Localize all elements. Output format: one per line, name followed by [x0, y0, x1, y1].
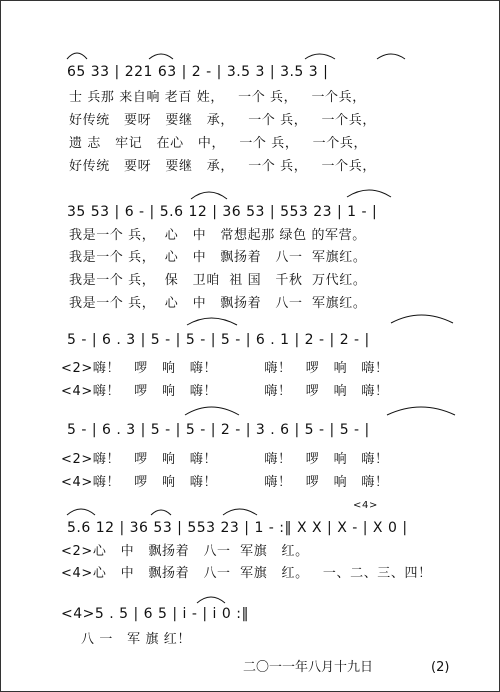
system-1-lyric-2: 好传统 要呀 要继 承， 一个 兵， 一个兵，	[69, 113, 376, 128]
system-6-notation: <4>5 . 5 | 6 5 | i - | i 0 :‖	[61, 606, 249, 622]
system-5-lyric-2: <4>心 中 飘扬着 八一 军旗 红。 一、二、三、四！	[61, 566, 432, 581]
system-4-lyric-1: <2>嗨！ 啰 响 嗨！ 嗨！ 啰 响 嗨！	[61, 452, 389, 467]
system-5-notation: 5.6 12 | 36 53 | 553 23 | 1 - :‖ X X | X - | X 0 |	[67, 520, 408, 536]
system-1-lyric-3: 遗 志 牢记 在心 中， 一个 兵， 一个兵，	[69, 136, 368, 151]
system-2-lyric-3: 我是一个 兵， 保 卫咱 祖 国 千秋 万代红。	[69, 273, 367, 288]
system-1-lyric-1: 士 兵那 来自响 老百 姓， 一个 兵， 一个兵，	[69, 90, 366, 105]
repeat-marker: <4>	[353, 500, 378, 511]
system-4-notation: 5 - | 6 . 3 | 5 - | 5 - | 2 - | 3 . 6 | 5 - | 5 - |	[67, 422, 370, 438]
system-2-lyric-1: 我是一个 兵， 心 中 常想起那 绿色 的军营。	[69, 228, 366, 243]
system-4-lyric-2: <4>嗨！ 啰 响 嗨！ 嗨！ 啰 响 嗨！	[61, 475, 389, 490]
page-number: (2)	[431, 660, 450, 675]
system-3-lyric-2: <4>嗨！ 啰 响 嗨！ 嗨！ 啰 响 嗨！	[61, 384, 389, 399]
system-2-notation: 35 53 | 6 - | 5.6 12 | 36 53 | 553 23 | 1 - |	[67, 204, 378, 220]
system-3-lyric-1: <2>嗨！ 啰 响 嗨！ 嗨！ 啰 响 嗨！	[61, 361, 389, 376]
system-5-lyric-1: <2>心 中 飘扬着 八一 军旗 红。	[61, 544, 309, 559]
system-1-notation: 65 33 | 221 63 | 2 - | 3.5 3 | 3.5 3 |	[67, 64, 329, 80]
system-2-lyric-4: 我是一个 兵， 心 中 飘扬着 八一 军旗红。	[69, 296, 367, 311]
system-3-notation: 5 - | 6 . 3 | 5 - | 5 - | 5 - | 6 . 1 | 2 - | 2 - |	[67, 332, 370, 348]
footer-date: 二〇一一年八月十九日	[243, 660, 374, 675]
system-6-lyric-1: 八 一 军 旗 红！	[81, 632, 191, 647]
system-2-lyric-2: 我是一个 兵， 心 中 飘扬着 八一 军旗红。	[69, 250, 367, 265]
system-1-lyric-4: 好传统 要呀 要继 承， 一个 兵， 一个兵，	[69, 159, 376, 174]
